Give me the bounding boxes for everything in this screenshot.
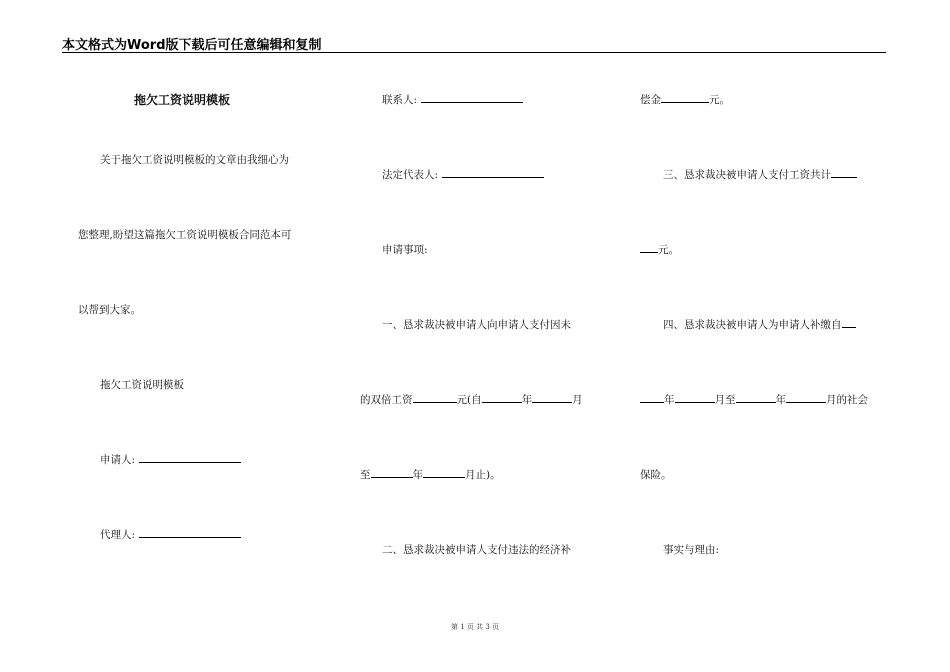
item4-b-blank1 [640, 393, 664, 403]
document-title: 拖欠工资说明模板 [134, 93, 231, 107]
item1-c-blank1 [371, 468, 413, 478]
item1-b-blank3 [532, 393, 572, 403]
item4-b-text1: 年 [664, 394, 675, 406]
legal-rep-label: 法定代表人: [382, 169, 439, 181]
compensation-blank [661, 93, 709, 103]
item4-b-blank4 [786, 393, 826, 403]
item1-b-text3: 年 [521, 394, 533, 406]
item4-b-blank3 [736, 393, 776, 403]
template-subtitle: 拖欠工资说明模板 [100, 379, 184, 391]
item4-b-text2: 月至 [714, 394, 736, 406]
item4-a-blank [842, 318, 856, 328]
contact-line [382, 93, 523, 107]
item4-line-c: 保险。 [640, 469, 672, 481]
item1-c-text1: 至 [360, 469, 371, 481]
item1-b-text2: 元(自 [456, 394, 482, 406]
item4-b-blank2 [675, 393, 715, 403]
compensation-line [640, 93, 730, 107]
page-number: 第 1 页 共 3 页 [450, 623, 500, 631]
intro-line-2: 您整理,盼望这篇拖欠工资说明模板合同范本可 [78, 229, 292, 241]
item1-b-blank2 [482, 393, 522, 403]
applicant-line [100, 453, 241, 467]
item1-c-text3: 月止)。 [465, 469, 501, 481]
item1-b-text1: 的双倍工资 [360, 394, 413, 406]
item3-b-blank [640, 243, 658, 253]
agent-blank [139, 528, 241, 538]
item4-b-text4: 月的社会 [826, 394, 868, 406]
legal-rep-blank [442, 168, 544, 178]
item3-line-b [640, 243, 679, 257]
intro-line-3: 以帮到大家。 [78, 304, 141, 316]
item4-line-a [663, 318, 856, 332]
item3-line-a [663, 168, 857, 182]
intro-line-1: 关于拖欠工资说明模板的文章由我细心为 [100, 154, 289, 166]
item3-a-blank [831, 168, 857, 178]
compensation-text2: 元。 [709, 94, 730, 106]
header-divider [62, 52, 886, 53]
item2-line-a: 二、恳求裁决被申请人支付违法的经济补 [382, 544, 571, 556]
item1-b-blank1 [413, 393, 457, 403]
item1-line-c [360, 468, 501, 482]
item1-c-text2: 年 [412, 469, 423, 481]
matters-heading: 申请事项: [382, 244, 428, 256]
item4-b-text3: 年 [775, 394, 786, 406]
legal-rep-line [382, 168, 544, 182]
agent-line [100, 528, 241, 542]
item1-line-a: 一、恳求裁决被申请人向申请人支付因未 [382, 319, 571, 331]
item4-line-b [640, 393, 868, 407]
agent-label: 代理人: [100, 529, 136, 541]
facts-heading: 事实与理由: [663, 544, 720, 556]
item1-line-b [360, 393, 583, 407]
item1-c-blank2 [423, 468, 465, 478]
compensation-text1: 偿金 [640, 94, 661, 106]
contact-label: 联系人: [382, 94, 418, 106]
item1-b-text4: 月 [572, 394, 583, 406]
applicant-blank [139, 453, 241, 463]
item3-b-text: 元。 [658, 244, 679, 256]
item4-a-text: 四、恳求裁决被申请人为申请人补缴自 [663, 319, 842, 331]
applicant-label: 申请人: [100, 454, 136, 466]
contact-blank [421, 93, 523, 103]
page-header-title: 本文格式为Word版下载后可任意编辑和复制 [62, 38, 322, 53]
item3-a-text: 三、恳求裁决被申请人支付工资共计 [663, 169, 831, 181]
